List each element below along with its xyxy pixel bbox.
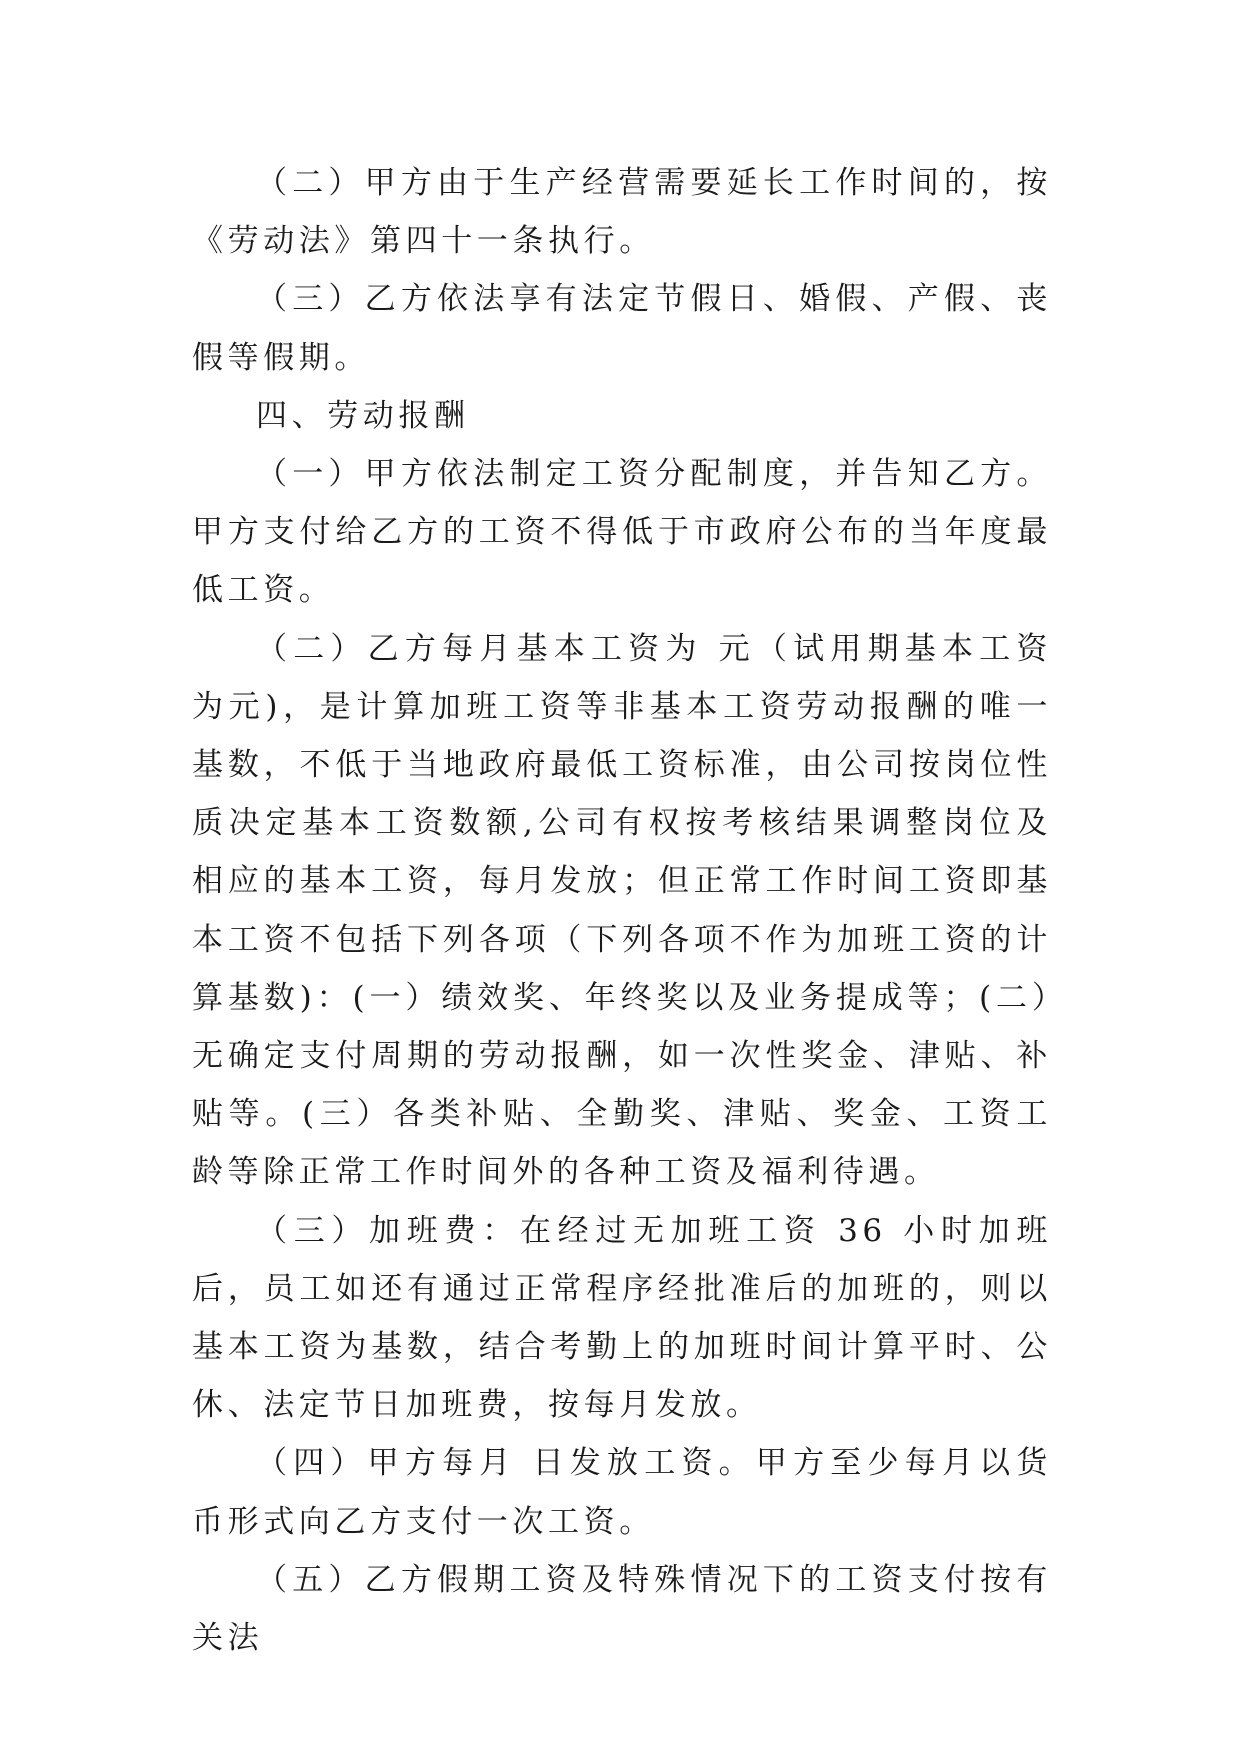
- paragraph-overtime-pay: （三）加班费：在经过无加班工资 36 小时加班后，员工如还有通过正常程序经批准后的加班的，则以基本工资为基数，结合考勤上的加班时间计算平时、公休、法定节日加班费，按每月发放。: [192, 1212, 1052, 1424]
- paragraph-overtime: （二）甲方由于生产经营需要延长工作时间的，按《劳动法》第四十一条执行。: [192, 165, 1052, 260]
- paragraph-holidays: （三）乙方依法享有法定节假日、婚假、产假、丧假等假期。: [192, 281, 1052, 376]
- paragraph-pay-date: （四）甲方每月 日发放工资。甲方至少每月以货币形式向乙方支付一次工资。: [192, 1445, 1052, 1540]
- paragraph-basic-wage: （二）乙方每月基本工资为 元（试用期基本工资为元)，是计算加班工资等非基本工资劳动报酬的唯一基数，不低于当地政府最低工资标准，由公司按岗位性质决定基本工资数额,公司有权按考核结果调整岗位及相应的基本工资，每月发放；但正常工作时间工资即基本工资不包括下列各项（下列各项不作为加班工资的计算基数)：(一）绩效奖、年终奖以及业务提成等；(二）无确定支付周期的劳动报酬，如一次性奖金、津贴、补贴等。(三）各类补贴、全勤奖、津贴、奖金、工资工龄等除正常工作时间外的各种工资及福利待遇。: [192, 630, 1052, 1191]
- paragraph-holiday-pay: （五）乙方假期工资及特殊情况下的工资支付按有关法: [192, 1561, 1052, 1657]
- section-heading-remuneration: 四、劳动报酬: [256, 397, 470, 434]
- paragraph-wage-system: （一）甲方依法制定工资分配制度，并告知乙方。甲方支付给乙方的工资不得低于市政府公布的当年度最低工资。: [192, 456, 1052, 609]
- document-body: [192, 154, 1052, 1667]
